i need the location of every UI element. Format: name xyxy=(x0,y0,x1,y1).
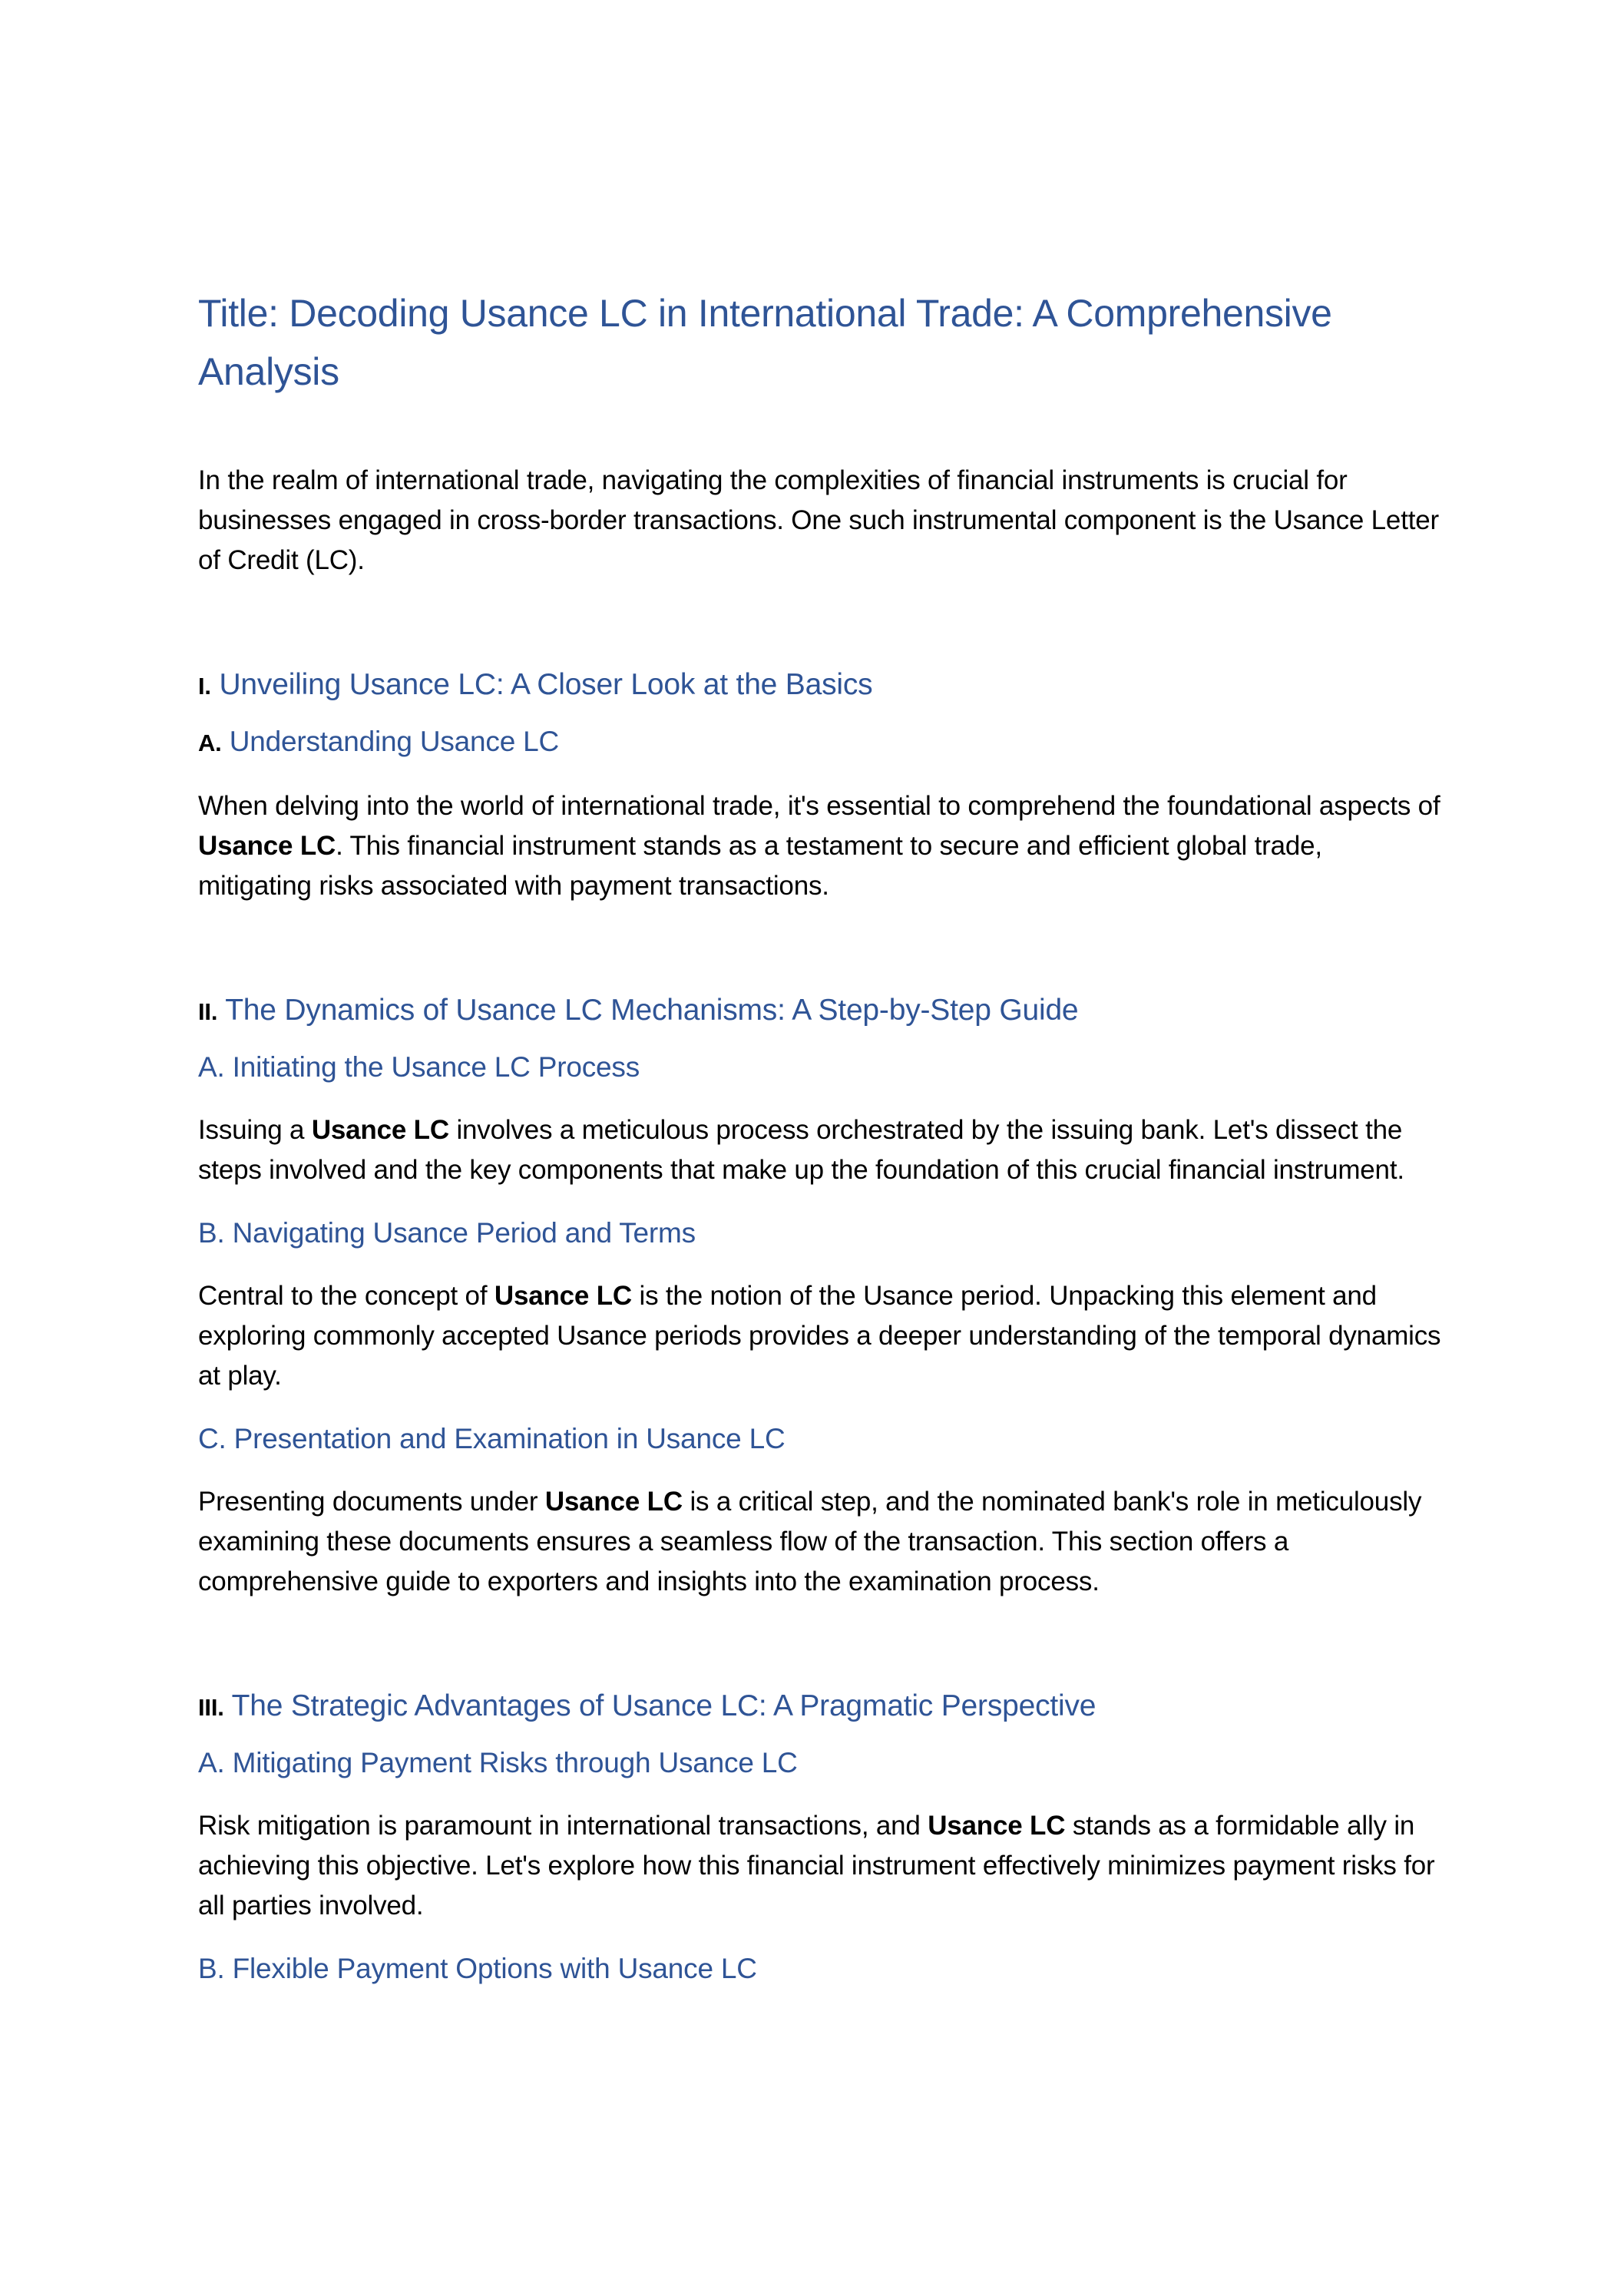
section-2c-heading: C. Presentation and Examination in Usance LC xyxy=(198,1423,786,1454)
section-1a-paragraph xyxy=(198,786,1442,906)
section-2a-text-pre: Issuing a xyxy=(198,1115,312,1145)
section-1a-number: A. xyxy=(198,729,222,756)
section-2a-heading: A. Initiating the Usance LC Process xyxy=(198,1051,640,1083)
section-2a-paragraph xyxy=(198,1110,1442,1190)
section-3a-text-post: stands as a formidable ally in achieving this objective. Let's explore how this financial instrument effectively minimizes payment risks for all parties involved. xyxy=(198,1811,1435,1921)
section-2c-text-pre: Presenting documents under xyxy=(198,1487,545,1517)
intro-paragraph: In the realm of international trade, navigating the complexities of financial instruments is crucial for businesses engaged in cross-border transactions. One such instrumental component is the Usance Letter of Credit (LC). xyxy=(198,465,1439,575)
section-1-number: I. xyxy=(198,673,211,700)
section-1a-text-pre: When delving into the world of international trade, it's essential to comprehend the foundational aspects of xyxy=(198,791,1440,821)
section-1-title: Unveiling Usance LC: A Closer Look at the Basics xyxy=(219,668,873,701)
section-2b-paragraph xyxy=(198,1276,1442,1396)
section-1a-heading xyxy=(198,722,1442,763)
section-2b-heading: B. Navigating Usance Period and Terms xyxy=(198,1217,696,1249)
section-2c-paragraph xyxy=(198,1482,1442,1602)
section-3b-heading: B. Flexible Payment Options with Usance LC xyxy=(198,1953,757,1984)
section-2a-text-post: involves a meticulous process orchestrated by the issuing bank. Let's dissect the steps involved and the key components that make up the foundation of this crucial financial instrument. xyxy=(198,1115,1404,1185)
section-2a-text-bold: Usance LC xyxy=(311,1115,449,1145)
section-2c-text-post: is a critical step, and the nominated bank's role in meticulously examining these documents ensures a seamless flow of the transaction. This section offers a comprehensive guide to exporters and insights into the examination process. xyxy=(198,1487,1422,1596)
document-title: Title: Decoding Usance LC in International Trade: A Comprehensive Analysis xyxy=(198,292,1332,393)
section-2c-text-bold: Usance LC xyxy=(544,1487,683,1517)
section-2-title: The Dynamics of Usance LC Mechanisms: A Step-by-Step Guide xyxy=(225,994,1079,1027)
section-3a-paragraph xyxy=(198,1806,1442,1926)
section-2-number: II. xyxy=(198,998,218,1025)
section-3-heading xyxy=(198,1685,1442,1729)
section-3a-heading: A. Mitigating Payment Risks through Usance LC xyxy=(198,1747,798,1778)
section-2b-text-pre: Central to the concept of xyxy=(198,1281,494,1311)
document-page xyxy=(198,284,1442,1989)
section-2b-text-post: is the notion of the Usance period. Unpacking this element and exploring commonly accepted Usance periods provides a deeper understanding of the temporal dynamics at play. xyxy=(198,1281,1441,1391)
section-3a-text-pre: Risk mitigation is paramount in international transactions, and xyxy=(198,1811,928,1841)
section-1a-title: Understanding Usance LC xyxy=(229,726,560,757)
section-1-heading xyxy=(198,663,1442,708)
section-2-heading xyxy=(198,989,1442,1034)
section-1a-text-post: . This financial instrument stands as a testament to secure and efficient global trade, mitigating risks associated with payment transactions. xyxy=(198,831,1322,901)
section-1a-text-bold: Usance LC xyxy=(198,831,336,861)
section-3-title: The Strategic Advantages of Usance LC: A Pragmatic Perspective xyxy=(231,1689,1096,1722)
section-3a-text-bold: Usance LC xyxy=(928,1811,1066,1841)
section-3-number: III. xyxy=(198,1694,224,1721)
section-2b-text-bold: Usance LC xyxy=(494,1281,632,1311)
